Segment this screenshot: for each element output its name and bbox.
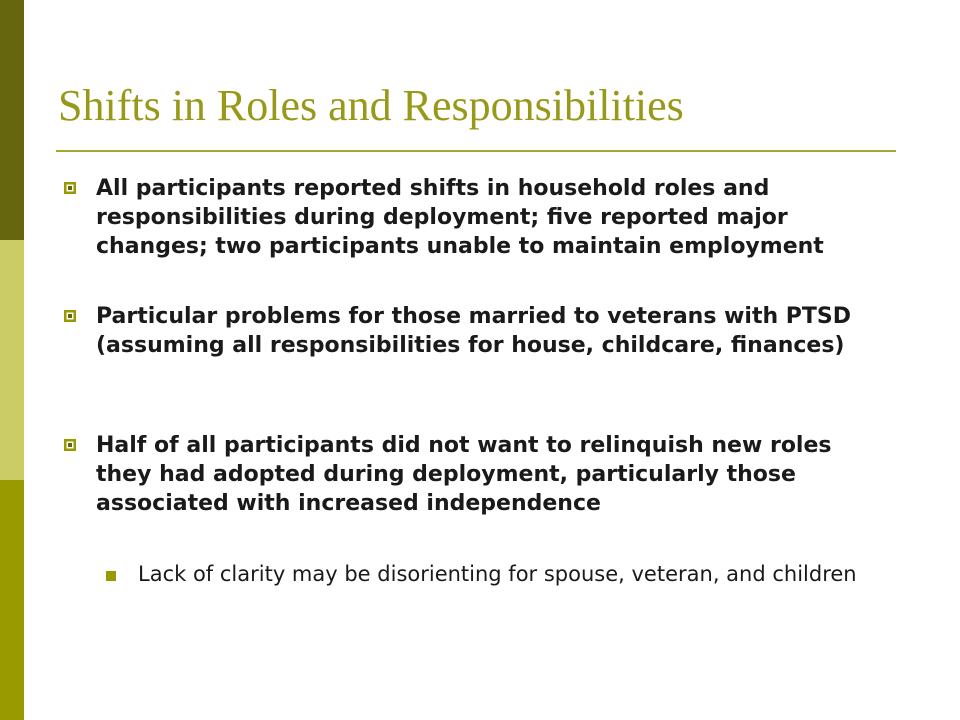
side-bar-olive-segment [0,480,24,720]
bullet-item-ptsd-problems [64,302,884,360]
slide-title: Shifts in Roles and Responsibilities [58,81,684,130]
title-underline-divider [56,150,896,152]
bullet-text: Half of all participants did not want to relinquish new roles they had adopted during deployment, particularly those associated with increased independence [96,433,832,516]
side-bar-dark-segment [0,0,24,240]
bullet-item-role-shifts [64,174,884,261]
side-bar-light-segment [0,240,24,480]
square-bullet-icon [64,310,76,322]
sub-bullet-text: Lack of clarity may be disorienting for spouse, veteran, and children [138,562,857,586]
bullet-text: Particular problems for those married to veterans with PTSD (assuming all responsibilities for house, childcare, finances) [96,304,852,358]
bullet-item-new-roles [64,431,884,518]
sub-bullet-item-lack-of-clarity [106,560,896,588]
square-bullet-icon [64,182,76,194]
bullet-text: All participants reported shifts in household roles and responsibilities during deployment; five reported major changes; two participants unable to maintain employment [96,176,824,259]
square-bullet-icon [64,439,76,451]
filled-square-bullet-icon [106,571,116,581]
